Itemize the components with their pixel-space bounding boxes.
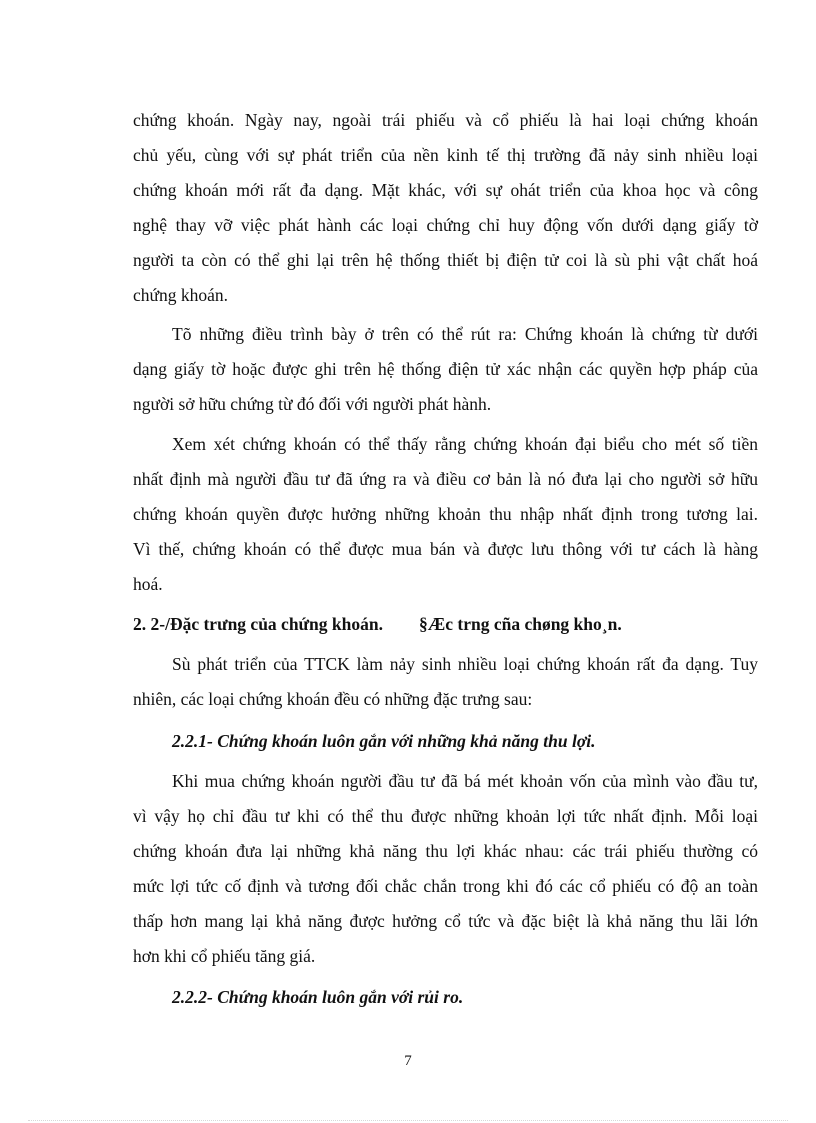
- paragraph-line: Tõ những điều trình bày ở trên có thể rút ra: Chứng khoán là chứng từ dưới: [172, 324, 758, 344]
- subsection-heading: 2.2.2- Chứng khoán luôn gắn với rủi ro.: [172, 987, 464, 1007]
- paragraph-line: hoá.: [133, 574, 163, 594]
- paragraph-line: Sù phát triển của TTCK làm nảy sinh nhiều loại chứng khoán rất đa dạng. Tuy: [172, 654, 758, 674]
- paragraph-line: nhất định mà người đầu tư đã ứng ra và điều cơ bản là nó đưa lại cho người sở hữu: [133, 469, 758, 489]
- subsection-heading: 2.2.1- Chứng khoán luôn gắn với những khả năng thu lợi.: [172, 731, 596, 751]
- paragraph-line: người ta còn có thể ghi lại trên hệ thống thiết bị điện tử coi là sù phi vật chất hoá: [133, 250, 758, 270]
- paragraph-line: dạng giấy tờ hoặc được ghi trên hệ thống điện tử xác nhận các quyền hợp pháp của: [133, 359, 758, 379]
- paragraph-line: chứng khoán mới rất đa dạng. Mặt khác, với sự ohát triển của khoa học và công: [133, 180, 758, 200]
- paragraph-line: vì vậy họ chỉ đầu tư khi có thể thu được những khoản lợi tức nhất định. Mỗi loại: [133, 806, 758, 826]
- paragraph-line: mức lợi tức cố định và tương đối chắc chắn trong khi đó các cổ phiếu có độ an toàn: [133, 876, 758, 896]
- paragraph-line: Khi mua chứng khoán người đầu tư đã bá mét khoản vốn của mình vào đầu tư,: [172, 771, 758, 791]
- paragraph-line: Xem xét chứng khoán có thể thấy rằng chứng khoán đại biểu cho mét số tiền: [172, 434, 758, 454]
- paragraph-line: nghệ thay vỡ việc phát hành các loại chứng chỉ huy động vốn dưới dạng giấy tờ: [133, 215, 758, 235]
- section-heading-text: 2. 2-/Đặc trưng của chứng khoán.: [133, 614, 383, 634]
- paragraph-line: người sở hữu chứng từ đó đối với người phát hành.: [133, 394, 492, 414]
- paragraph-line: chứng khoán quyền được hưởng những khoản thu nhập nhất định trong tương lai.: [133, 504, 758, 524]
- paragraph-line: thấp hơn mang lại khả năng được hưởng cổ tức và đặc biệt là khả năng thu lãi lớn: [133, 911, 758, 931]
- section-heading: [133, 612, 622, 636]
- section-heading-symbol-font: §Æc trng cña chøng kho¸n.: [418, 614, 622, 634]
- page-bottom-border: [28, 1120, 788, 1121]
- paragraph-line: Vì thế, chứng khoán có thể được mua bán và được lưu thông với tư cách là hàng: [133, 539, 758, 559]
- page-number: 7: [404, 1053, 412, 1069]
- paragraph-line: chứng khoán. Ngày nay, ngoài trái phiếu và cổ phiếu là hai loại chứng khoán: [133, 110, 758, 130]
- paragraph-line: hơn khi cổ phiếu tăng giá.: [133, 946, 316, 966]
- paragraph-line: chứng khoán.: [133, 285, 229, 305]
- paragraph-line: nhiên, các loại chứng khoán đều có những đặc trưng sau:: [133, 689, 533, 709]
- paragraph-line: chứng khoán đưa lại những khả năng thu lợi khác nhau: các trái phiếu thường có: [133, 841, 758, 861]
- paragraph-line: chủ yếu, cùng với sự phát triển của nền kinh tế thị trường đã nảy sinh nhiều loại: [133, 145, 758, 165]
